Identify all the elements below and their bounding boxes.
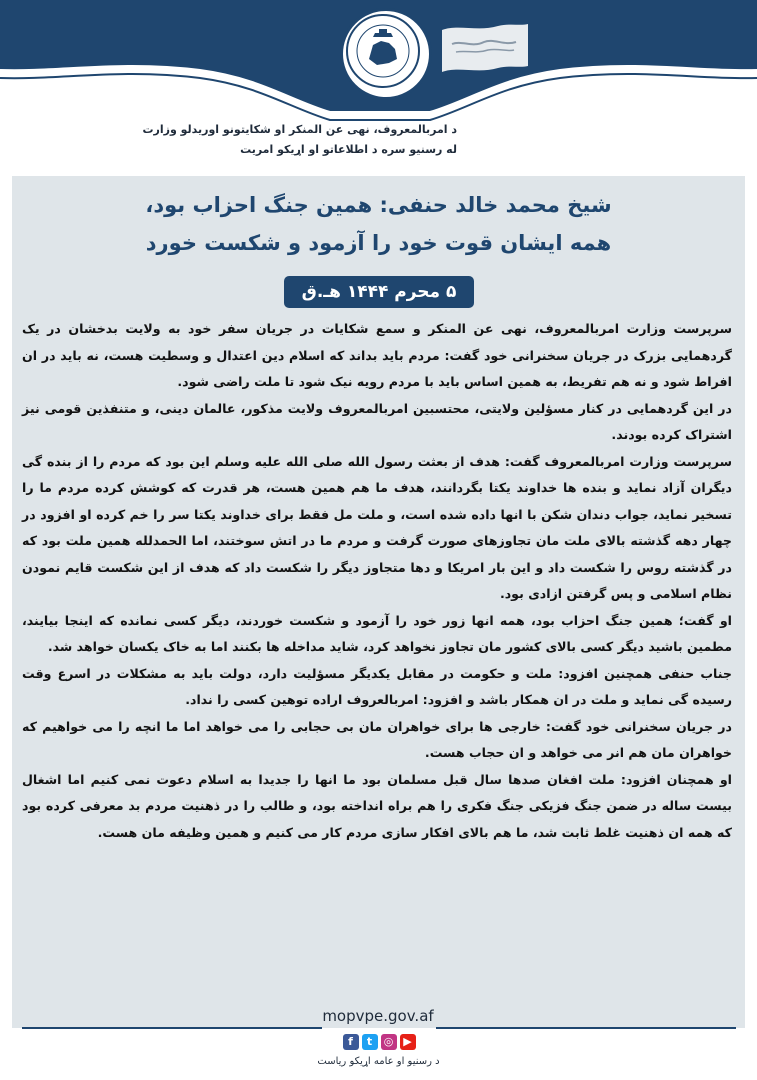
article-title <box>20 186 737 262</box>
ministry-name-line1: د امربالمعروف، نهی عن المنکر او شکایتونو اوریدلو وزارت <box>142 123 457 136</box>
page-header <box>0 0 757 175</box>
article-title-line1: شیخ محمد خالد حنفی: همین جنگ احزاب بود، <box>145 193 612 217</box>
footer-caption: د رسنیو او عامه اړیکو ریاست <box>317 1056 440 1067</box>
ministry-name-line2: له رسنیو سره د اطلاعاتو او اړیکو امریت <box>240 143 457 156</box>
instagram-icon[interactable]: ◎ <box>381 1034 397 1050</box>
facebook-icon[interactable]: f <box>343 1034 359 1050</box>
article-title-line2: همه ایشان قوت خود را آزمود و شکست خورد <box>145 231 612 255</box>
footer-divider-right <box>436 1027 736 1029</box>
emblem-flag <box>438 22 530 74</box>
ministry-seal-logo <box>340 8 432 100</box>
article-paragraph: جناب حنفی همچنین افزود: ملت و حکومت در مقابل یکدیگر مسؤلیت دارد، دولت باید به مشکلات در اسرع وقت رسیده گی نماید و ملت در ان همکار باشد و افزود: امربالعروف اراده توهین کسی را نداد. <box>22 665 732 707</box>
article-paragraph: او گفت؛ همین جنگ احزاب بود، همه انها زور خود را آزمود و شکست خوردند، دیگر کسی نمانده که اینجا بیایند، مطمین باشید دیگر کسی بالای کشور مان تجاوز نخواهد کرد، شاید مداخله ها بکنند اما به خاک یکسان خواهد شد. <box>22 612 732 654</box>
social-icons <box>342 1034 416 1052</box>
youtube-icon[interactable]: ▶ <box>400 1034 416 1050</box>
article-paragraph: او همچنان افزود: ملت افغان صدها سال قبل مسلمان بود ما انها را جدیدا به اسلام دعوت نمی کنیم اما اشغال بیست ساله در ضمن جنگ فزیکی جنگ فکری را هم براه انداخته بود، و طالب را در ذهنیت مردم بد معرفی کرده بود که همه ان ذهنیت غلط ثابت شد، ما هم بالای افکار سازی مردم کار می کنیم و همین وظیفه مان هست. <box>22 771 732 840</box>
article-paragraph: در این گردهمایی در کنار مسؤلین ولایتی، محتسبین امربالمعروف ولایت مذکور، عالمان دینی، و متنفذین قومی نیز اشتراک کرده بودند. <box>22 400 732 442</box>
article-paragraph: سرپرست وزارت امربالمعروف گفت: هدف از بعثت رسول الله صلی الله علیه وسلم این بود که مردم را از بنده گی دیگران آزاد نماید و بنده ها خداوند یکتا بگردانند، هدف ما هم همین هست، هر قدرت که کوشش کرده مردم ما را تسخیر نماید، جواب دندان شکن با انها داده شده است، و ملت مل فقط برای خداوند یکتا سر را خم کرده او افزود در چهار دهه گذشته بالای ملت مان تجاوزهای صورت گرفت و مردم ما در اتش سوختند، اما الحمدلله همین ملت بود که در گذشته روس را شکست داد و این بار امریکا و دها متجاوز دیگر را شکست داد که هدف از این شکست قایم نمودن نظام اسلامی و پس گرفتن ازادی بود. <box>22 453 732 601</box>
article-paragraph: سرپرست وزارت امربالمعروف، نهی عن المنکر و سمع شکایات در جریان سفر خود به ولایت بدخشان در یک گردهمایی بزرک در جریان سخنرانی خود گفت: مردم باید بداند که اسلام دین اعتدال و وسطیت هست، نه باید در ان افراط شود و نه هم تفریط، به همین اساس باید با مردم رویه نیک شود تا ملت راضی شود. <box>22 321 732 389</box>
article-body <box>22 316 732 846</box>
website-link[interactable]: mopvpe.gov.af <box>322 1007 434 1025</box>
ministry-name <box>97 120 457 160</box>
date-badge: ۵ محرم ۱۴۴۴ هـ.ق <box>284 276 474 308</box>
footer-divider-left <box>22 1027 322 1029</box>
twitter-icon[interactable]: t <box>362 1034 378 1050</box>
article-paragraph: در جریان سخنرانی خود گفت: خارجی ها برای خواهران مان بی حجابی را می خواهد اما ما انچه را می خواهیم که خواهران مان هم انر می خواهد و ان حجاب هست. <box>22 718 732 760</box>
